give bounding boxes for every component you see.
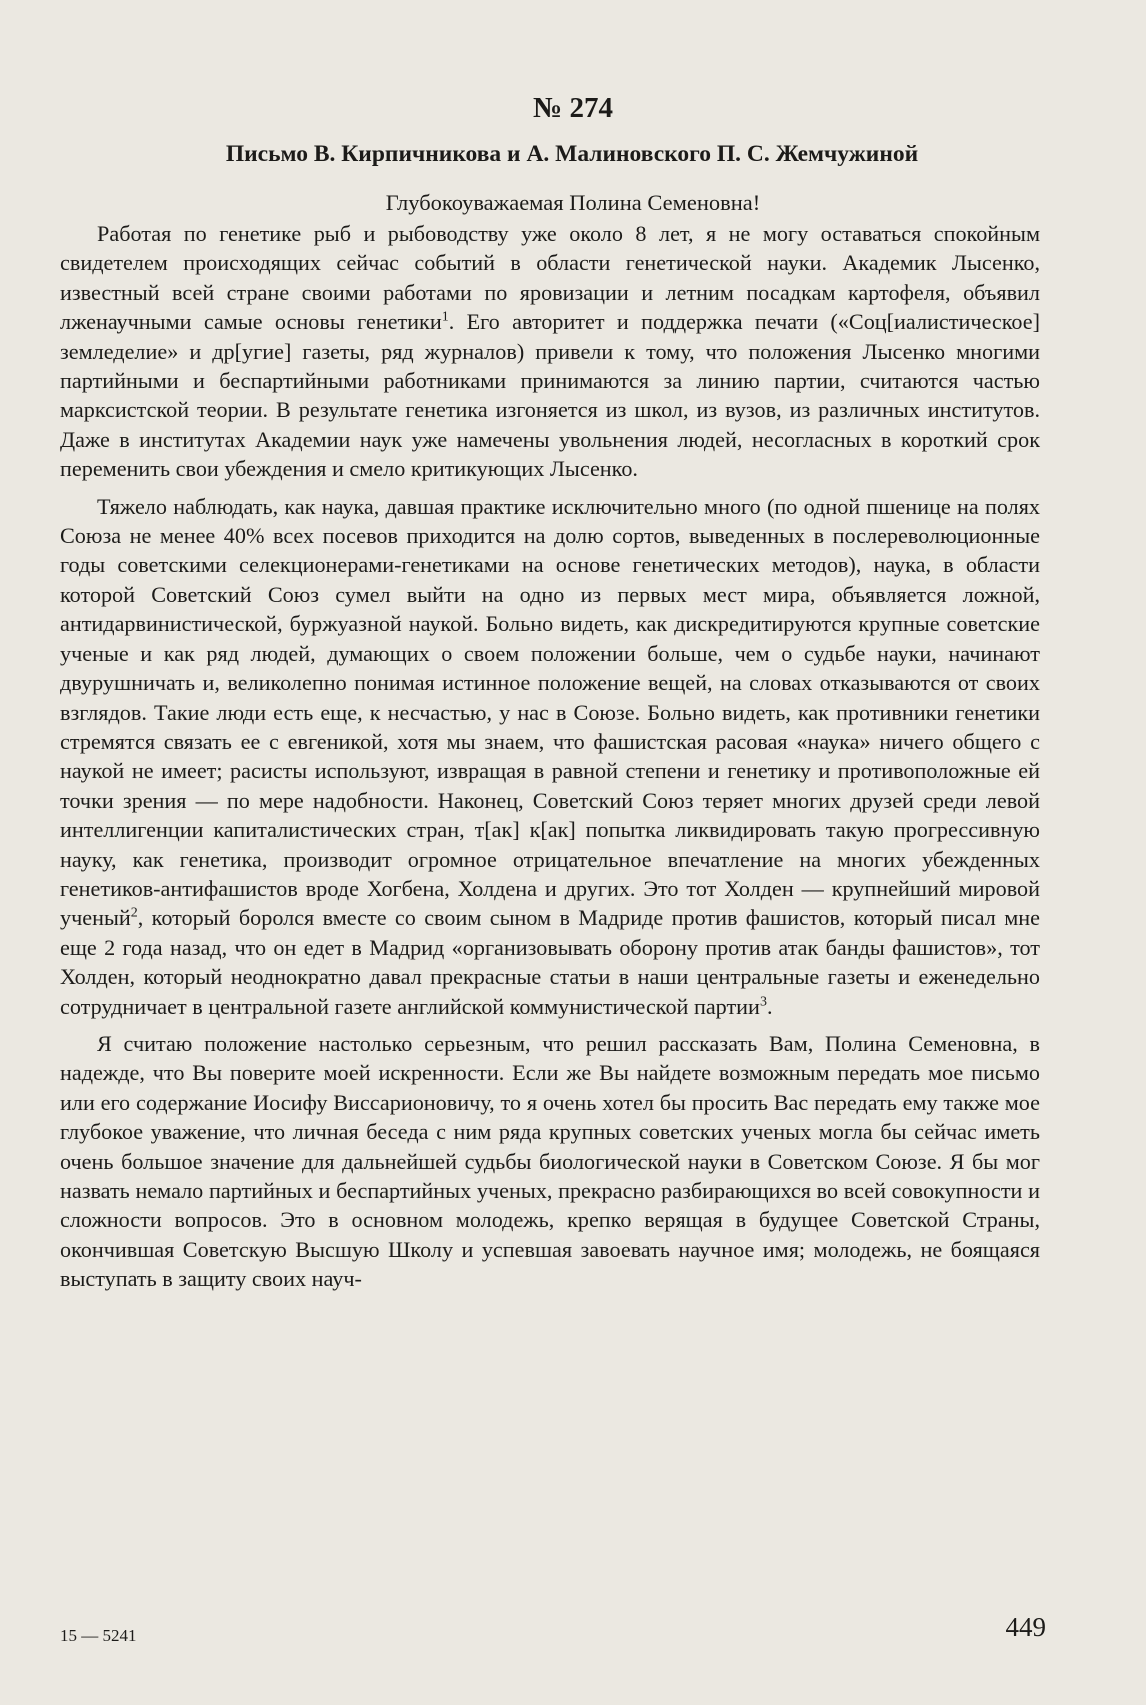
paragraph-text: , который боролся вместе со своим сыном в Мадриде против фашистов, который писал мне еще 2 года назад, что он едет в Мадрид «организовывать оборону против атак банды фашистов», тот Холден, который неоднократно давал прекрасные статьи в наши центральные газеты и еженедельно сотрудничает в центральной газете английской коммунистической партии: [60, 905, 1040, 1019]
document-heading: Письмо В. Кирпичникова и А. Малиновского П. С. Жемчужиной: [225, 141, 919, 167]
paragraph: [60, 492, 1040, 1021]
footnote-marker: 3: [759, 994, 767, 1010]
page-number: 449: [1005, 1612, 1046, 1642]
paragraph-text: Я считаю положение настолько серьезным, что решил рассказать Вам, Полина Семеновна, в надежде, что Вы поверите моей искренности. Если же Вы найдете возможным передать мое письмо или его содержание Иосифу Виссарионовичу, то я очень хотел бы просить Вас передать ему также мое глубокое уважение, что личная беседа с ним ряда крупных советских ученых могла бы сейчас иметь очень большое значение для дальнейшей судьбы биологической науки в Советском Союзе. Я бы мог назвать немало партийных и беспартийных ученых, прекрасно разбирающихся во всей совокупности и сложности вопросов. Это в основном молодежь, крепко верящая в будущее Советской Страны, окончившая Советскую Высшую Школу и успевшая завоевать научное имя; молодежь, не боящаяся выступать в защиту своих науч-: [60, 1030, 1040, 1292]
footnote-marker: 2: [130, 905, 138, 921]
letter-body: [60, 219, 1040, 1302]
paragraph: [60, 1029, 1040, 1294]
paragraph-text: .: [766, 993, 773, 1019]
footnote-marker: 1: [441, 309, 449, 325]
salutation: Глубокоуважаемая Полина Семеновна!: [385, 190, 761, 215]
paragraph-text: Работая по генетике рыб и рыбоводству уже около 8 лет, я не могу оставаться спокойным свидетелем происходящих сейчас событий в области генетической науки. Академик Лысенко, известный всей стране своими работами по яровизации и летним посадкам картофеля, объявил лженаучными самые основы генетики: [60, 221, 1040, 335]
folio-code: 15 — 5241: [60, 1626, 137, 1645]
paragraph-text: . Его авторитет и поддержка печати («Соц[иалистическое] земледелие» и др[угие] газеты, ряд журналов) привели к тому, что положения Лысенко многими партийными и беспартийными работниками принимаются за линию партии, считаются частью марксистской теории. В результате генетика изгоняется из школ, из вузов, из различных институтов. Даже в институтах Академии наук уже намечены увольнения людей, несогласных в короткий срок переменить свои убеждения и смело критикующих Лысенко.: [60, 309, 1040, 482]
paragraph: [60, 219, 1040, 484]
paragraph-text: Тяжело наблюдать, как наука, давшая практике исключительно много (по одной пшенице на полях Союза не менее 40% всех посевов приходится на долю сортов, выведенных в послереволюционные годы советскими селекционерами-генетиками на основе генетических методов), наука, в области которой Советский Союз сумел выйти на одно из первых мест мира, объявляется ложной, антидарвинистической, буржуазной наукой. Больно видеть, как дискредитируются крупные советские ученые и как ряд людей, думающих о своем положении больше, чем о судьбе науки, начинают двурушничать и, великолепно понимая истинное положение вещей, на словах отказываются от своих взглядов. Такие люди есть еще, к несчастью, у нас в Союзе. Больно видеть, как противники генетики стремятся связать ее с евгеникой, хотя мы знаем, что фашистская расовая «наука» ничего общего с наукой не имеет; расисты используют, извращая в равной степени и генетику и противоположные ей точки зрения — по мере надобности. Наконец, Советский Союз теряет многих друзей среди левой интеллигенции капиталистических стран, т[ак] к[ак] попытка ликвидировать такую прогрессивную науку, как генетика, производит огромное отрицательное впечатление на многих убежденных генетиков-антифашистов вроде Хогбена, Холдена и других. Это тот Холден — крупнейший мировой ученый: [60, 493, 1040, 931]
document-number: № 274: [533, 92, 613, 124]
